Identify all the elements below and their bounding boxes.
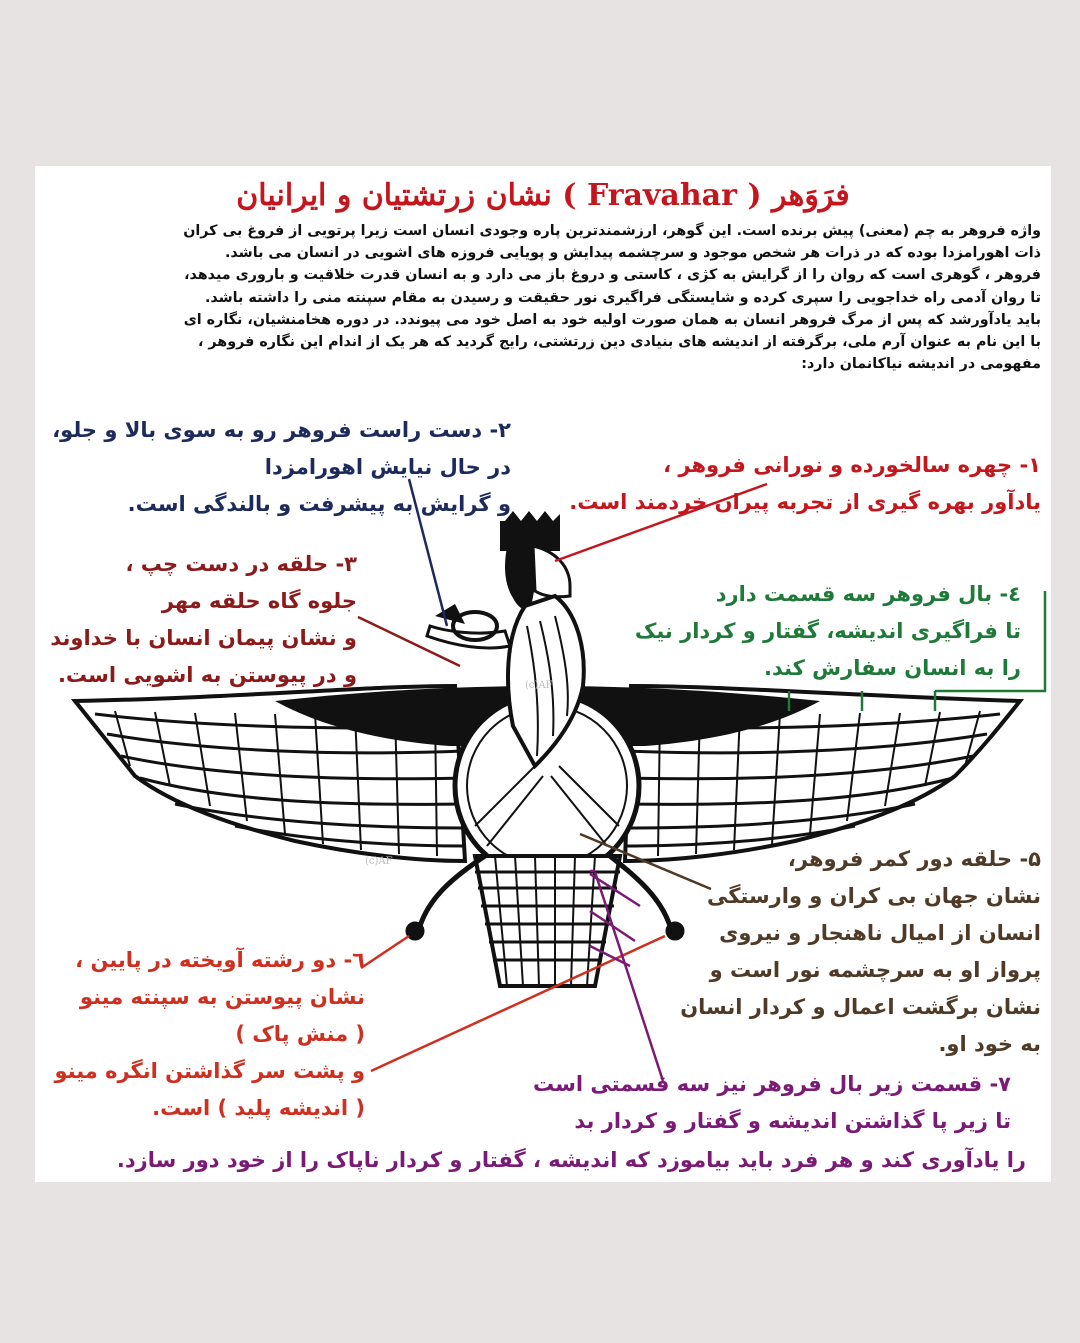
note-line: نشان برگشت اعمال و کردار انسان bbox=[680, 995, 1041, 1019]
note-line: به خود او. bbox=[938, 1032, 1041, 1056]
note-line: را یادآوری کند و هر فرد باید بیاموزد که اندیشه ، گفتار و کردار ناپاک را از خود دور سازد. bbox=[116, 1148, 1026, 1172]
intro-line: با این نام به عنوان آرم ملی، برگرفته از اندیشه های بنیادی دین زرتشتی، رایج گردید که هر یک از اندام این نگاره فروهر ، bbox=[198, 334, 1041, 351]
note-face bbox=[569, 447, 1041, 521]
note-line: تا زیر پا گذاشتن اندیشه و گفتار و کردار بد bbox=[574, 1109, 1011, 1133]
note-line: و پشت سر گذاشتن انگره مینو bbox=[54, 1059, 365, 1083]
intro-line: مفهومی در اندیشه نیاکانمان دارد: bbox=[801, 356, 1041, 373]
intro-line: ذات اهورامزدا بوده که در ذرات هر شخص موجود و سرچشمه پیدایش و پویایی فروزه های اشویی در انسان می باشد. bbox=[224, 245, 1041, 262]
note-line: یادآور بهره گیری از تجربه پیران خردمند است. bbox=[569, 490, 1041, 514]
note-line: را به انسان سفارش کند. bbox=[763, 656, 1021, 680]
note-line: ٤- بال فروهر سه قسمت دارد bbox=[715, 582, 1021, 606]
note-line: تا فراگیری اندیشه، گفتار و کردار نیک bbox=[634, 619, 1021, 643]
note-wings bbox=[635, 576, 1021, 687]
intro-line: واژه فروهر به چم (معنی) پیش برنده است. این گوهر، ارزشمندترین پاره وجودی انسان است زیرا پرتویی از فروغ بی کران bbox=[183, 223, 1041, 239]
note-line: ۷- قسمت زیر بال فروهر نیز سه قسمتی است bbox=[533, 1072, 1011, 1096]
note-line: ( منش پاک ) bbox=[235, 1022, 365, 1046]
note-tail bbox=[533, 1066, 1011, 1140]
note-line: نشان پیوستن به سپنته مینو bbox=[79, 985, 365, 1009]
note-tail-last-line bbox=[117, 1142, 1026, 1179]
note-line: ۱- چهره سالخورده و نورانی فروهر ، bbox=[663, 453, 1041, 477]
note-ring-in-hand bbox=[50, 546, 357, 694]
note-line: نشان جهان بی کران و وارستگی bbox=[706, 884, 1041, 908]
intro-line: باید یادآورشد که پس از مرگ فروهر انسان به همان صورت اولیه خود به اصل خود می پیوندد. در دوره هخامنشیان، نگاره ای bbox=[183, 311, 1041, 328]
note-line: در حال نیایش اهورامزدا bbox=[264, 455, 511, 479]
note-waist-ring bbox=[680, 841, 1041, 1063]
note-line: ( اندیشه پلید ) است. bbox=[152, 1096, 365, 1120]
intro-line: فروهر ، گوهری است که روان را از گرایش به کژی ، کاستی و دروغ باز می دارد و به انسان قدرت خلاقیت و باروری میدهد، bbox=[184, 267, 1041, 284]
note-line: ۳- حلقه در دست چپ ، bbox=[125, 552, 357, 576]
fravahar-poster bbox=[35, 166, 1051, 1182]
note-line: ٦- دو رشته آویخته در پایین ، bbox=[75, 948, 365, 972]
note-streamers bbox=[54, 942, 365, 1127]
note-line: ۲- دست راست فروهر رو به سوی بالا و جلو، bbox=[52, 418, 511, 442]
watermark: (c)AF bbox=[525, 680, 553, 691]
note-line: انسان از امیال ناهنجار و نیروی bbox=[719, 921, 1041, 945]
note-line: و گرایش به پیشرفت و بالندگی است. bbox=[127, 492, 511, 516]
note-line: پرواز او به سرچشمه نور است و bbox=[709, 958, 1041, 982]
note-line: جلوه گاه حلقه مهر bbox=[161, 589, 357, 613]
note-line: و در پیوستن به اشویی است. bbox=[57, 663, 357, 687]
note-right-hand bbox=[52, 412, 511, 523]
note-line: ۵- حلقه دور کمر فروهر، bbox=[787, 847, 1041, 871]
poster-title: فرَوَهر ( Fravahar ) نشان زرتشتیان و ایرانیان bbox=[236, 178, 850, 213]
watermark: (c)AF bbox=[365, 856, 393, 867]
intro-line: تا روان آدمی راه خداجویی را سپری کرده و شایستگی فراگیری نور حقیقت و رسیدن به مقام سپنته منی را داشته باشد. bbox=[204, 289, 1041, 306]
note-line: و نشان پیمان انسان با خداوند bbox=[50, 626, 357, 650]
